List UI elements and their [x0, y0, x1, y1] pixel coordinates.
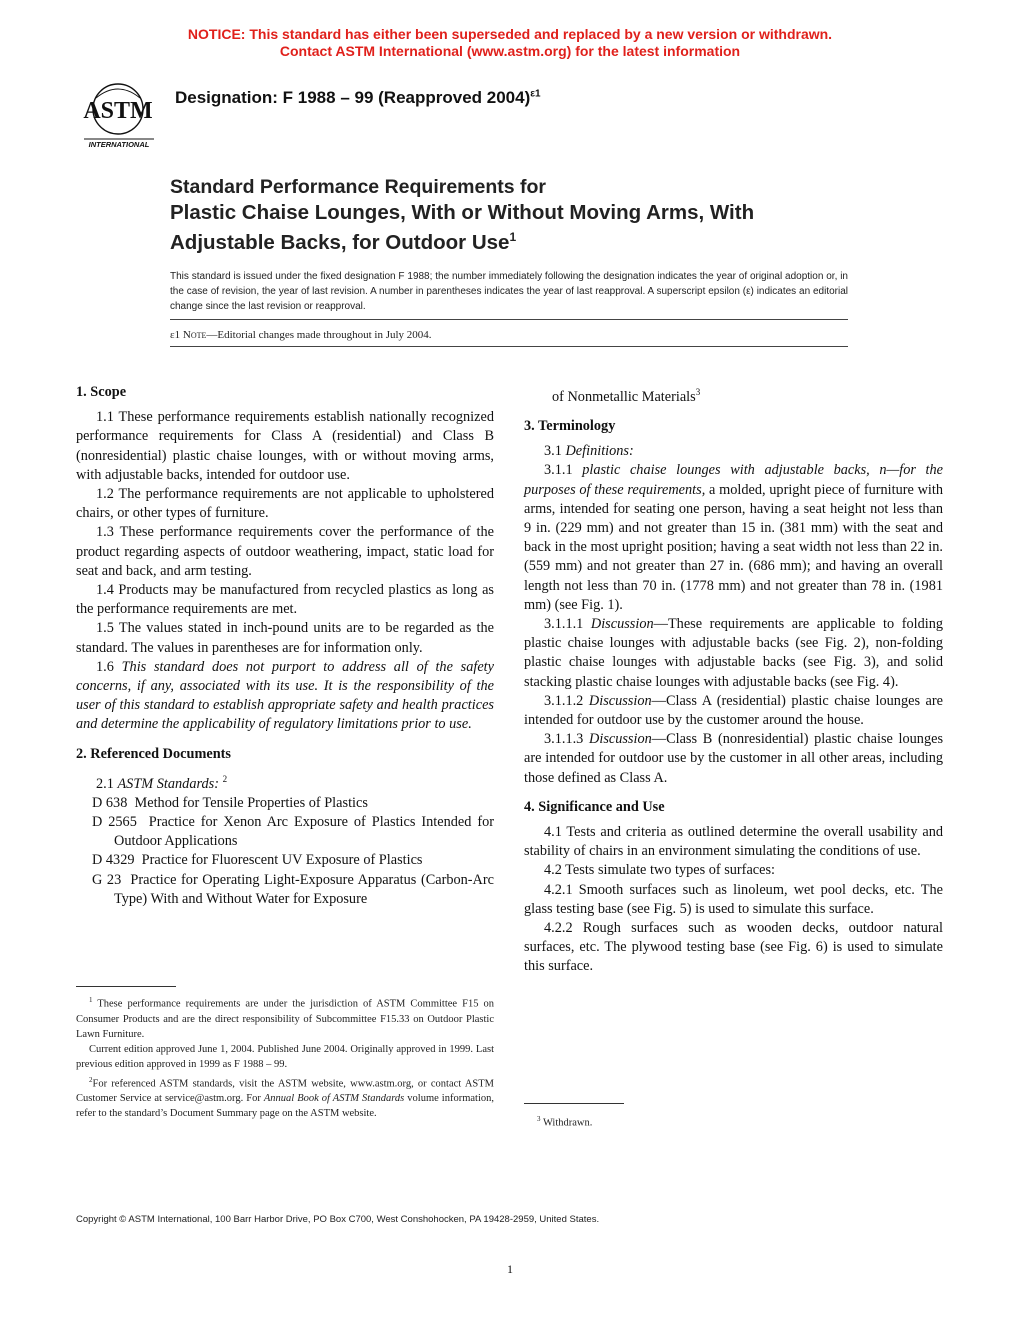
superseded-notice — [0, 26, 1020, 60]
ref-text: Method for Tensile Properties of Plastics — [134, 794, 368, 811]
logo-text: ASTM — [83, 98, 153, 124]
ref-code: D 638 — [92, 794, 128, 811]
footnote-1b: Current edition approved June 1, 2004. Published June 2004. Originally approved in 1999. Last previous edition approved in 1999 as F 1988 – 99. — [76, 1044, 494, 1071]
ref-item — [76, 851, 494, 870]
title-line-2: Plastic Chaise Lounges, With or Without Moving Arms, With — [170, 201, 755, 224]
notice-line-2: Contact ASTM International (www.astm.org) for the latest information — [279, 43, 741, 59]
para-3-1 — [524, 442, 943, 461]
footnote-1-sup: 1 — [89, 996, 93, 1004]
para-1-1: 1.1 These performance requirements establish nationally recognized performance requirements for Class A (residential) and Class B (nonresidential) plastic chaise lounges, with or without moving arms, with adjustable backs, intended for outdoor use. — [76, 409, 494, 483]
para-2-1-num: 2.1 — [96, 775, 114, 792]
copyright-line: Copyright © ASTM International, 100 Barr Harbor Drive, PO Box C700, West Conshohocken, PA 19428-2959, United States. — [76, 1214, 600, 1225]
para-2-1 — [76, 770, 494, 794]
para-3-1-label: Definitions: — [565, 443, 634, 460]
ref-code: D 4329 — [92, 852, 135, 869]
footnote-rule-right — [524, 1103, 624, 1104]
epsilon-note-text: —Editorial changes made throughout in July 2004. — [206, 329, 432, 341]
footnote-2-sup: 2 — [89, 1075, 93, 1084]
para-2-1-sup: 2 — [222, 773, 228, 784]
para-3-1-1 — [524, 461, 943, 615]
divider-bottom — [170, 346, 848, 347]
para-1-2: 1.2 The performance requirements are not applicable to upholstered chairs, or other types of furniture. — [76, 486, 494, 522]
title-sup: 1 — [509, 230, 517, 244]
para-3-1-1-text: a molded, upright piece of furniture with arms, intended for seating one person, having a seat height not less than 9 in. (229 mm) and not greater than 15 in. (381 mm) with the seat and back in the most upright position; having a seat width not less than 22 in. (559 mm) and not greater than 27 in. (686 mm); and having an overall length not less than 70 in. (1778 mm) and not greater than 78 in. (1981 mm) (see Fig. 1). — [524, 481, 943, 613]
para-4-2-1: 4.2.1 Smooth surfaces such as linoleum, wet pool decks, etc. The glass testing base (see Fig. 5) is used to simulate this surface. — [524, 881, 943, 917]
section-heading-terminology: 3. Terminology — [524, 417, 616, 434]
footnote-2-italic: Annual Book of ASTM Standards — [263, 1093, 405, 1105]
para-3-1-1-3-label: Discussion — [589, 731, 652, 748]
para-3-1-num: 3.1 — [544, 443, 562, 460]
notice-line-1: NOTICE: This standard has either been superseded and replaced by a new version or withdrawn. — [187, 26, 833, 42]
epsilon-note — [170, 329, 432, 341]
footnote-1 — [76, 993, 494, 1042]
para-1-5: 1.5 The values stated in inch-pound units are to be regarded as the standard. The values in parentheses are for information only. — [76, 620, 494, 656]
logo-subtext: INTERNATIONAL — [88, 140, 150, 149]
footnote-1-text: These performance requirements are under the jurisdiction of ASTM Committee F15 on Consumer Products and are the direct responsibility of Subcommittee F15.33 on Outdoor Plastic Lawn Furniture. — [76, 998, 494, 1040]
ref-code: D 2565 — [92, 814, 137, 831]
section-heading-scope: 1. Scope — [76, 384, 127, 400]
designation — [175, 88, 541, 108]
page-number: 1 — [507, 1262, 513, 1276]
astm-logo-icon — [76, 76, 162, 150]
para-3-1-1-term: plastic chaise lounges with adjustable backs, n—for the purposes of these requirements, — [524, 462, 943, 498]
para-3-1-1-2-label: Discussion — [588, 692, 652, 709]
footnote-2-text-a: For referenced ASTM standards, visit the ASTM website, www.astm.org, or contact ASTM Customer Service at service@astm.org. For — [76, 1078, 494, 1105]
footnote-3-sup: 3 — [537, 1115, 541, 1123]
epsilon-mark: ε1 — [170, 329, 181, 341]
right-column — [524, 383, 943, 977]
section-heading-referenced: 2. Referenced Documents — [76, 745, 231, 762]
para-4-1: 4.1 Tests and criteria as outlined determine the overall usability and stability of chairs in an environment simulating the conditions of use. — [524, 824, 943, 860]
epsilon-note-label: Note — [182, 329, 207, 341]
para-3-1-1-1-label: Discussion — [590, 616, 654, 632]
title-line-3-text: Adjustable Backs, for Outdoor Use — [170, 230, 510, 254]
ref-text: Practice for Xenon Arc Exposure of Plastics Intended for Outdoor Applications — [114, 814, 495, 850]
para-3-1-1-3-num: 3.1.1.3 — [544, 731, 584, 748]
footnote-rule-left — [76, 986, 176, 987]
para-1-4: 1.4 Products may be manufactured from recycled plastics as long as the performance requirements are met. — [76, 582, 494, 618]
ref-text: Practice for Fluorescent UV Exposure of Plastics — [141, 852, 423, 869]
ref-continued-sup: 3 — [695, 387, 701, 397]
para-3-1-1-1 — [524, 615, 943, 692]
left-column — [76, 383, 494, 909]
designation-text: Designation: F 1988 – 99 (Reapproved 2004) — [175, 88, 531, 107]
title-line-1: Standard Performance Requirements for — [170, 176, 547, 198]
ref-continued-text: of Nonmetallic Materials — [552, 388, 696, 405]
footnote-3 — [524, 1112, 942, 1131]
ref-item — [76, 813, 494, 851]
ref-text: Practice for Operating Light-Exposure Apparatus (Carbon-Arc Type) With and Without Water for Exposure — [114, 871, 494, 907]
document-title — [170, 175, 870, 255]
para-3-1-1-2-text: —Class A (residential) plastic chaise lounges are intended for outdoor use by the customer around the house. — [524, 692, 944, 729]
designation-sup: ε1 — [530, 88, 541, 100]
divider-top — [170, 319, 848, 320]
para-3-1-1-2-num: 3.1.1.2 — [544, 692, 584, 709]
para-3-1-1-2 — [524, 692, 943, 730]
title-line-3 — [170, 225, 870, 255]
para-3-1-1-1-num: 3.1.1.1 — [544, 616, 584, 632]
footnote-2-text-b: volume information, refer to the standard’s Document Summary page on the ASTM website. — [76, 1093, 494, 1120]
para-1-6-num: 1.6 — [96, 658, 114, 675]
para-3-1-1-3-text: —Class B (nonresidential) plastic chaise lounges are intended for outdoor use by the customer in all other areas, including those defined as Class A. — [524, 731, 944, 786]
ref-item — [76, 871, 494, 909]
footnotes-left — [76, 993, 494, 1122]
ref-item — [76, 794, 494, 813]
para-2-1-label: ASTM Standards: — [117, 775, 219, 792]
para-3-1-1-1-text: —These requirements are applicable to folding plastic chaise lounges with adjustable backs (see Fig. 2), non-folding plastic chaise lounges with adjustable backs (see Fig. 3), and solid stacking plastic chaise lounges with adjustable backs (see Fig. 4). — [524, 616, 943, 690]
para-3-1-1-3 — [524, 730, 943, 788]
para-1-6-text: This standard does not purport to address all of the safety concerns, if any, associated with its use. It is the responsibility of the user of this standard to establish appropriate safety and health practices and determine the applicability of regulatory limitations prior to use. — [76, 658, 494, 733]
para-4-2-2: 4.2.2 Rough surfaces such as wooden decks, outdoor natural surfaces, etc. The plywood testing base (see Fig. 6) is used to simulate this surface. — [524, 920, 943, 975]
issued-note: This standard is issued under the fixed designation F 1988; the number immediately following the designation indicates the year of original adoption or, in the case of revision, the year of last revision. A number in parentheses indicates the year of last reapproval. A superscript epsilon (ε) indicates an editorial change since the last revision or reapproval. — [170, 271, 848, 312]
ref-continued — [524, 383, 943, 407]
footnote-2 — [76, 1073, 494, 1122]
footnotes-right — [524, 1112, 942, 1131]
para-1-6 — [76, 658, 494, 735]
ref-code: G 23 — [92, 871, 122, 888]
para-3-1-1-num: 3.1.1 — [544, 462, 573, 479]
para-1-3: 1.3 These performance requirements cover the performance of the product regarding aspects of outdoor weathering, impact, static load for seat and back, and arm testing. — [76, 524, 494, 579]
footnote-3-text: Withdrawn. — [542, 1117, 593, 1129]
section-heading-significance: 4. Significance and Use — [524, 798, 665, 815]
para-4-2: 4.2 Tests simulate two types of surfaces: — [544, 862, 776, 879]
